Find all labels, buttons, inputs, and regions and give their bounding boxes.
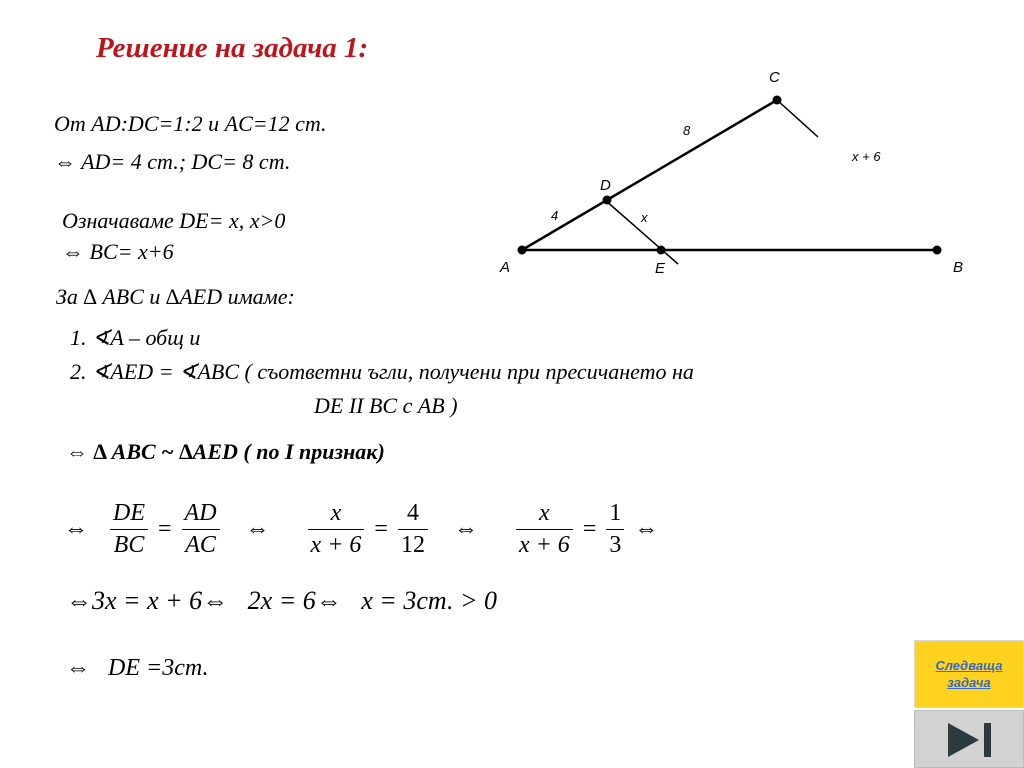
point-b bbox=[933, 246, 942, 255]
equals-sign: = bbox=[582, 516, 597, 542]
reason-2-cont: DE II BC с AB ) bbox=[314, 393, 458, 418]
segment-bc bbox=[777, 100, 818, 137]
label-e: E bbox=[655, 260, 666, 277]
label-d: D bbox=[600, 177, 611, 194]
fraction-denominator: 12 bbox=[400, 532, 425, 558]
point-c bbox=[773, 96, 782, 105]
triangles-intro: За ∆ ABC и ∆AED имаме: bbox=[56, 284, 295, 309]
label-de-length: x bbox=[641, 210, 648, 225]
play-to-end-icon bbox=[915, 711, 1023, 767]
point-a bbox=[518, 246, 527, 255]
fraction-denominator: x + 6 bbox=[518, 532, 570, 558]
fraction-de-bc bbox=[110, 500, 148, 559]
equals-sign: = bbox=[374, 516, 388, 542]
point-d bbox=[603, 196, 612, 205]
next-problem-label-1: Следваща bbox=[935, 658, 1003, 673]
equiv-symbol: ⇔ bbox=[64, 516, 88, 542]
fraction-denominator: AC bbox=[185, 532, 216, 558]
denote-de: Означаваме DE= x, x>0 bbox=[62, 208, 286, 233]
next-problem-label-2: задача bbox=[947, 675, 991, 690]
fraction-numerator: 4 bbox=[398, 500, 428, 530]
segment-ac bbox=[522, 100, 777, 250]
label-ad-length: 4 bbox=[551, 208, 559, 223]
equiv-symbol: ⇔ bbox=[453, 516, 478, 542]
fraction-numerator: DE bbox=[110, 500, 148, 530]
page-title: Решение на задача 1: bbox=[96, 32, 369, 64]
fraction-4-12 bbox=[398, 500, 428, 559]
answer-line: ⇔ DE =3ст. bbox=[66, 655, 209, 681]
label-dc-length: 8 bbox=[683, 123, 691, 138]
fraction-1-3 bbox=[606, 500, 624, 559]
fraction-x-x6 bbox=[308, 500, 365, 559]
fraction-numerator: x bbox=[516, 500, 573, 530]
label-a: A bbox=[500, 259, 511, 276]
fraction-numerator: AD bbox=[182, 500, 220, 530]
solve-line: ⇔3x = x + 6⇔ 2x = 6⇔ x = 3ст. > 0 bbox=[66, 586, 498, 615]
given-lengths: ⇔ AD= 4 ст.; DC= 8 ст. bbox=[54, 149, 291, 174]
fraction-denominator: 3 bbox=[609, 532, 622, 558]
proportion-line bbox=[64, 500, 658, 559]
triangle-diagram bbox=[490, 60, 990, 290]
point-e bbox=[657, 246, 666, 255]
fraction-ad-ac bbox=[182, 500, 220, 559]
fraction-denominator: x + 6 bbox=[310, 532, 362, 558]
fraction-x-x6-b bbox=[516, 500, 573, 559]
equiv-symbol: ⇔ bbox=[634, 516, 659, 542]
fraction-denominator: BC bbox=[113, 532, 145, 558]
similarity-line: ⇔ ∆ ABC ~ ∆AED ( по I признак) bbox=[66, 439, 385, 464]
reason-1: 1. ∢A – общ и bbox=[70, 325, 201, 350]
label-c: C bbox=[769, 69, 780, 86]
given-ratio: От AD:DC=1:2 и AC=12 ст. bbox=[54, 111, 327, 136]
next-problem-button[interactable] bbox=[914, 640, 1024, 708]
label-b: B bbox=[953, 259, 964, 276]
label-bc-length: x + 6 bbox=[852, 149, 881, 164]
equals-sign: = bbox=[158, 516, 172, 542]
reason-2: 2. ∢AED = ∢ABC ( съответни ъгли, получени при пресичането на bbox=[70, 359, 694, 384]
denote-bc: ⇔ BC= x+6 bbox=[62, 239, 174, 264]
fraction-numerator: 1 bbox=[606, 500, 624, 530]
fraction-numerator: x bbox=[308, 500, 365, 530]
last-slide-button[interactable] bbox=[914, 710, 1024, 768]
equiv-symbol: ⇔ bbox=[245, 516, 270, 542]
